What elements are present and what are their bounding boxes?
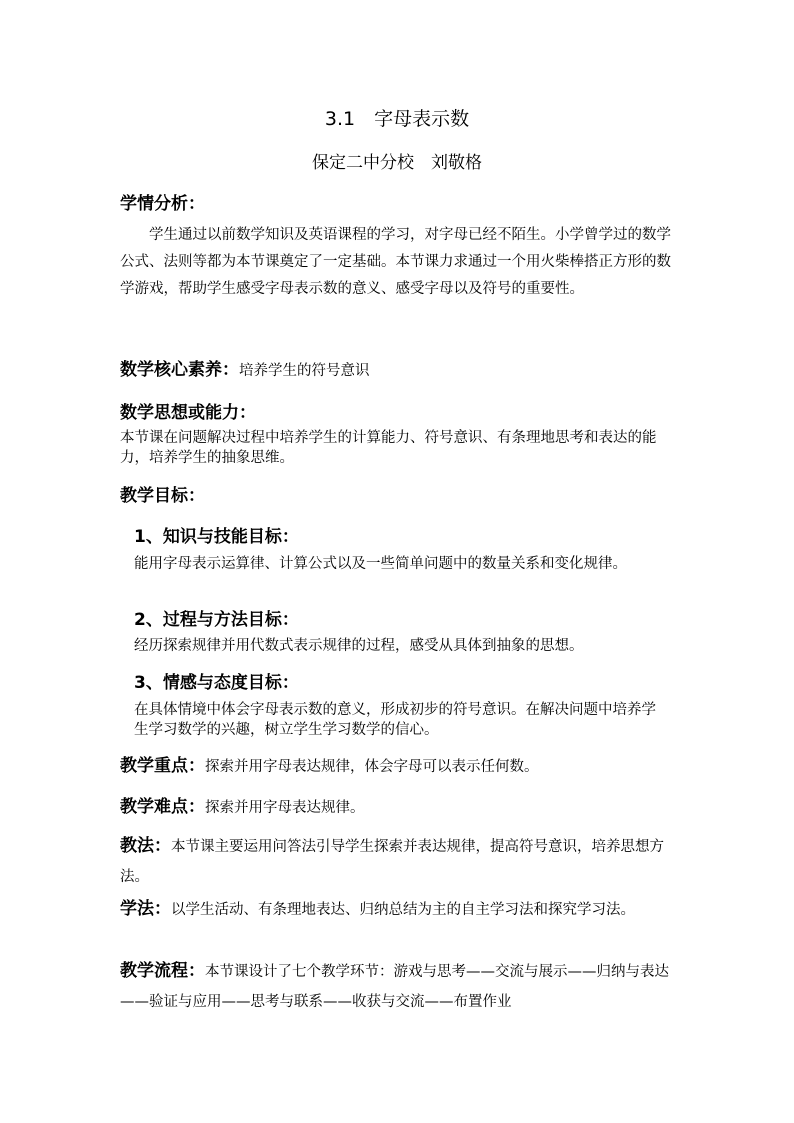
goal-text-3: 在具体情境中体会字母表示数的意义，形成初步的符号意识。在解决问题中培养学生学习数学的兴趣，树立学生学习数学的信心。 <box>134 702 656 738</box>
section-heading-sixiang: 数学思想或能力： <box>120 403 256 423</box>
section-text-sixiang: 本节课在问题解决过程中培养学生的计算能力、符号意识、有条理地思考和表达的能力，培养学生的抽象思维。 <box>120 430 657 466</box>
section-block-liucheng <box>120 956 676 1017</box>
section-line-nandian <box>120 792 365 817</box>
goal-heading-1: 1、知识与技能目标： <box>134 527 299 547</box>
section-text-liucheng: 本节课设计了七个教学环节：游戏与思考——交流与展示——归纳与表达——验证与应用——思考与联系——收获与交流——布置作业 <box>120 964 669 1010</box>
section-text-nandian: 探索并用字母表达规律。 <box>205 800 365 816</box>
document-author: 保定二中分校 刘敬格 <box>312 153 482 173</box>
section-text-xuefa: 以学生活动、有条理地表达、归纳总结为主的自主学习法和探究学习法。 <box>171 902 635 918</box>
goal-text-2: 经历探索规律并用代数式表示规律的过程，感受从具体到抽象的思想。 <box>134 638 584 654</box>
section-heading-zhongdian: 教学重点： <box>120 756 205 776</box>
section-heading-xueqing: 学情分析： <box>120 194 205 214</box>
section-heading-hexin: 数学核心素养： <box>120 360 239 380</box>
section-line-hexin <box>120 355 370 380</box>
section-text-zhongdian: 探索并用字母表达规律，体会字母可以表示任何数。 <box>205 759 539 775</box>
goal-heading-3: 3、情感与态度目标： <box>134 673 299 693</box>
document-title: 3.1 字母表示数 <box>324 108 470 130</box>
section-block-xuefa <box>120 894 676 925</box>
section-heading-mubiao: 教学目标： <box>120 486 205 506</box>
section-text-hexin: 培养学生的符号意识 <box>239 363 370 379</box>
section-text-jiaofa: 本节课主要运用问答法引导学生探索并表达规律，提高符号意识，培养思想方法。 <box>120 839 664 885</box>
section-line-zhongdian <box>120 751 539 776</box>
section-heading-nandian: 教学难点： <box>120 797 205 817</box>
section-block-jiaofa <box>120 831 676 892</box>
section-text-xueqing: 学生通过以前数学知识及英语课程的学习，对字母已经不陌生。小学曾学过的数学公式、法则等都为本节课奠定了一定基础。本节课力求通过一个用火柴棒搭正方形的数学游戏，帮助学生感受字母表示数的意义、感受字母以及符号的重要性。 <box>120 227 671 297</box>
goal-heading-2: 2、过程与方法目标： <box>134 610 299 630</box>
section-heading-xuefa: 学法： <box>120 899 171 919</box>
section-heading-liucheng: 教学流程： <box>120 961 205 981</box>
goal-text-1: 能用字母表示运算律、计算公式以及一些简单问题中的数量关系和变化规律。 <box>134 556 627 572</box>
section-heading-jiaofa: 教法： <box>120 836 171 856</box>
